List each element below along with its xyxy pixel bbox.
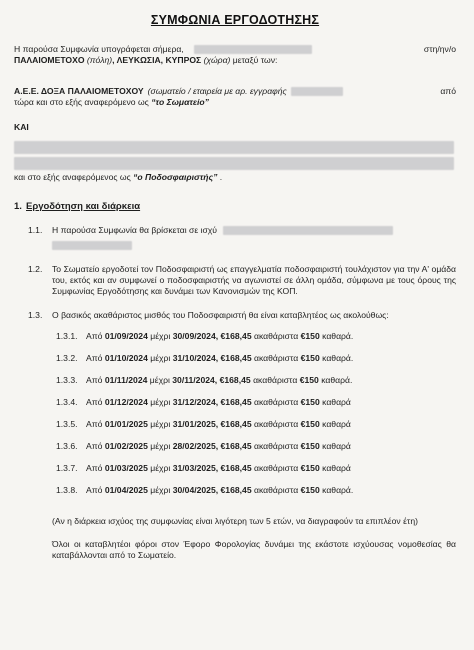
redacted-term	[223, 226, 393, 235]
clause-1-2-number: 1.2.	[28, 264, 43, 275]
gross-label: ακαθάριστα	[254, 397, 299, 408]
payment-row	[56, 463, 456, 474]
and-label: ΚΑΙ	[14, 122, 29, 132]
gross-label: ακαθάριστα	[254, 419, 299, 430]
from-date: 01/04/2025	[104, 485, 148, 496]
net-amount: €150	[299, 375, 319, 386]
document-title: ΣΥΜΦΩΝΙΑ ΕΡΓΟΔΟΤΗΣΗΣ	[150, 13, 320, 27]
net-label: καθαρά	[322, 441, 351, 452]
payment-number: 1.3.8.	[56, 485, 78, 496]
payment-row	[56, 441, 456, 452]
gross-label: ακαθάριστα	[254, 485, 299, 496]
net-amount: €150	[300, 397, 320, 408]
payment-number: 1.3.2.	[56, 353, 78, 364]
club-line2	[14, 97, 456, 108]
from-label: Από	[86, 419, 103, 430]
clause-1-1-continued	[52, 240, 456, 251]
redacted-date	[194, 45, 312, 54]
payment-row	[56, 331, 456, 342]
net-label: καθαρά.	[322, 485, 354, 496]
payment-row	[56, 485, 456, 496]
gross-label: ακαθάριστα	[253, 375, 298, 386]
to-label: μέχρι	[150, 331, 171, 342]
club-name: Α.Ε.Ε. ΔΟΞΑ ΠΑΛΑΙΟΜΕΤΟΧΟΥ	[14, 86, 144, 96]
clause-1-1-text: Η παρούσα Συμφωνία θα βρίσκεται σε ισχύ	[52, 225, 217, 236]
from-date: 01/10/2024	[104, 353, 148, 364]
net-amount: €150	[300, 419, 320, 430]
gross-label: ακαθάριστα	[254, 463, 299, 474]
payment-number: 1.3.1.	[56, 331, 78, 342]
player-alias: “ο Ποδοσφαιριστής”	[133, 172, 218, 182]
net-amount: €150	[300, 331, 320, 342]
to-date: 30/04/2025,	[172, 485, 219, 496]
gross-label: ακαθάριστα	[254, 353, 299, 364]
to-date: 31/12/2024,	[172, 397, 219, 408]
payment-number: 1.3.7.	[56, 463, 78, 474]
section-1-heading	[14, 201, 456, 213]
to-date: 30/11/2024,	[172, 375, 218, 386]
from-label: Από	[86, 375, 103, 386]
clause-1-3-text: Ο βασικός ακαθάριστος μισθός του Ποδοσφαιριστή θα είναι καταβλητέος ως ακολούθως:	[52, 310, 389, 321]
from-date: 01/12/2024	[104, 397, 148, 408]
payment-number: 1.3.5.	[56, 419, 78, 430]
net-amount: €150	[300, 485, 320, 496]
from-label: Από	[86, 441, 103, 452]
gross-amount: €168,45	[219, 375, 251, 386]
from-date: 01/09/2024	[104, 331, 148, 342]
redacted-player-line-1	[14, 141, 454, 154]
net-amount: €150	[300, 353, 320, 364]
to-label: μέχρι	[150, 441, 171, 452]
to-label: μέχρι	[150, 485, 171, 496]
club-line2-text: τώρα και στο εξής αναφερόμενο ως	[14, 97, 149, 107]
intro-place	[14, 55, 456, 66]
note-duration: (Αν η διάρκεια ισχύος της συμφωνίας είναι λιγότερη των 5 ετών, να διαγραφούν τα επιπλέον έτη)	[52, 516, 418, 527]
place-end: μεταξύ των:	[232, 55, 278, 65]
clause-1-3	[28, 310, 456, 321]
to-date: 28/02/2025,	[172, 441, 219, 452]
gross-amount: €168,45	[220, 441, 252, 452]
to-date: 31/01/2025,	[172, 419, 219, 430]
payment-number: 1.3.4.	[56, 397, 78, 408]
player-text: και στο εξής αναφερόμενος ως	[14, 172, 131, 182]
gross-amount: €168,45	[220, 463, 252, 474]
from-label: Από	[86, 397, 103, 408]
clause-1-3-number: 1.3.	[28, 310, 43, 321]
club-paragraph	[14, 86, 456, 97]
from-label: Από	[86, 463, 103, 474]
payment-number: 1.3.6.	[56, 441, 78, 452]
from-date: 01/03/2025	[104, 463, 148, 474]
redacted-player-block	[14, 141, 456, 170]
gross-amount: €168,45	[220, 397, 252, 408]
place-country-note: (χώρα)	[203, 55, 231, 65]
to-label: μέχρι	[150, 397, 171, 408]
intro-paragraph	[14, 44, 456, 55]
to-label: μέχρι	[150, 353, 171, 364]
to-date: 31/03/2025,	[172, 463, 219, 474]
clause-1-1	[28, 225, 456, 236]
player-end: .	[219, 172, 223, 182]
gross-amount: €168,45	[220, 331, 252, 342]
to-date: 31/10/2024,	[172, 353, 219, 364]
net-label: καθαρά.	[322, 353, 354, 364]
player-paragraph	[14, 172, 456, 183]
place-city-note: (πόλη)	[86, 55, 113, 65]
payment-schedule	[14, 331, 456, 496]
net-label: καθαρά.	[321, 375, 353, 386]
club-alias: “το Σωματείο”	[151, 97, 209, 107]
intro-text-2: στη/ην/ο	[423, 44, 456, 54]
intro-text: Η παρούσα Συμφωνία υπογράφεται σήμερα,	[14, 44, 184, 54]
section-1-title: Εργοδότηση και διάρκεια	[26, 201, 141, 212]
from-label: Από	[86, 485, 103, 496]
from-label: Από	[86, 353, 103, 364]
net-amount: €150	[300, 463, 320, 474]
gross-amount: €168,45	[220, 485, 252, 496]
to-label: μέχρι	[149, 375, 170, 386]
gross-amount: €168,45	[220, 353, 252, 364]
payment-row	[56, 397, 456, 408]
to-date: 30/09/2024,	[172, 331, 219, 342]
payment-row	[56, 353, 456, 364]
redacted-registration	[291, 87, 343, 96]
clause-1-1-number: 1.1.	[28, 225, 43, 236]
to-label: μέχρι	[150, 463, 171, 474]
net-label: καθαρά	[322, 419, 351, 430]
gross-label: ακαθάριστα	[254, 331, 299, 342]
net-label: καθαρά	[322, 397, 351, 408]
payment-number: 1.3.3.	[56, 375, 78, 386]
clause-1-2	[28, 264, 456, 297]
redacted-player-line-2	[14, 157, 454, 170]
from-label: Από	[86, 331, 103, 342]
gross-label: ακαθάριστα	[254, 441, 299, 452]
section-1-number: 1.	[14, 201, 22, 212]
club-after: από	[440, 86, 456, 96]
place-name: ΠΑΛΑΙΟΜΕΤΟΧΟ	[14, 55, 85, 65]
payment-row	[56, 375, 456, 386]
from-date: 01/02/2025	[104, 441, 148, 452]
net-label: καθαρά.	[322, 331, 354, 342]
from-date: 01/01/2025	[104, 419, 148, 430]
gross-amount: €168,45	[220, 419, 252, 430]
from-date: 01/11/2024	[104, 375, 148, 386]
payment-row	[56, 419, 456, 430]
club-note: (σωματείο / εταιρεία με αρ. εγγραφής	[147, 86, 287, 96]
place-name-2: , ΛΕΥΚΩΣΙΑ, ΚΥΠΡΟΣ	[112, 55, 202, 65]
to-label: μέχρι	[150, 419, 171, 430]
note-taxes: Όλοι οι καταβλητέοι φόροι στον Έφορο Φορολογίας δυνάμει της εκάστοτε ισχύουσας νομοθεσίας θα καταβάλλονται από το Σωματείο.	[52, 539, 456, 561]
net-label: καθαρά	[322, 463, 351, 474]
redacted-term-2	[52, 241, 132, 250]
net-amount: €150	[300, 441, 320, 452]
clause-1-2-text: Το Σωματείο εργοδοτεί τον Ποδοσφαιριστή ως επαγγελματία ποδοσφαιριστή τουλάχιστον για την Α' ομάδα του, εκτός και αν συμφωνεί ο ποδοσφαιριστής να αγωνιστεί σε άλλη ομάδα, σύμφωνα με τους όρους της Συμφωνίας Εργοδότησης και δυνάμει των Κανονισμών της ΚΟΠ.	[52, 264, 456, 297]
